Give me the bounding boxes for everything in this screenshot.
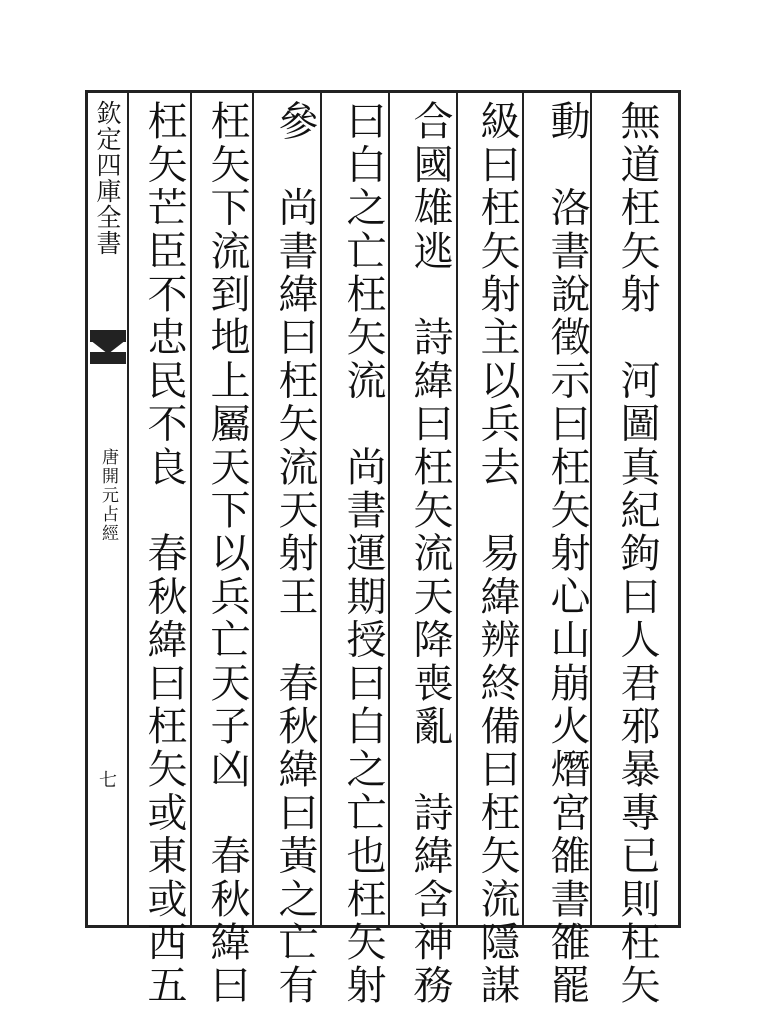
text-column-7: 枉矢下流到地上屬天下以兵亡天子凶 春秋緯曰	[204, 100, 250, 1008]
text-column-2: 動 洛書說徵示曰枉矢射心山崩火熸宮雒書雒罷	[544, 100, 590, 1008]
text-column-8: 枉矢芒臣不忠民不良 春秋緯曰枉矢或東或西五	[141, 100, 187, 1008]
book-title: 欽定四庫全書	[93, 100, 122, 256]
page-number: 七	[96, 770, 117, 788]
fish-tail-mark	[90, 330, 126, 364]
text-column-5: 曰白之亡枉矢流 尚書運期授曰白之亡也枉矢射	[340, 100, 386, 1008]
text-column-3: 級曰枉矢射主以兵去 易緯辨終備曰枉矢流隱謀	[474, 100, 520, 1008]
text-column-4: 合國雄逃 詩緯曰枉矢流天降喪亂 詩緯含神務	[407, 100, 453, 1008]
text-column-6: 參 尚書緯曰枉矢流天射王 春秋緯曰黃之亡有	[272, 100, 318, 1008]
chapter-title: 唐開元占經	[98, 448, 118, 543]
text-column-1: 無道枉矢射 河圖真紀鉤曰人君邪暴專已則枉矢	[614, 100, 660, 1008]
